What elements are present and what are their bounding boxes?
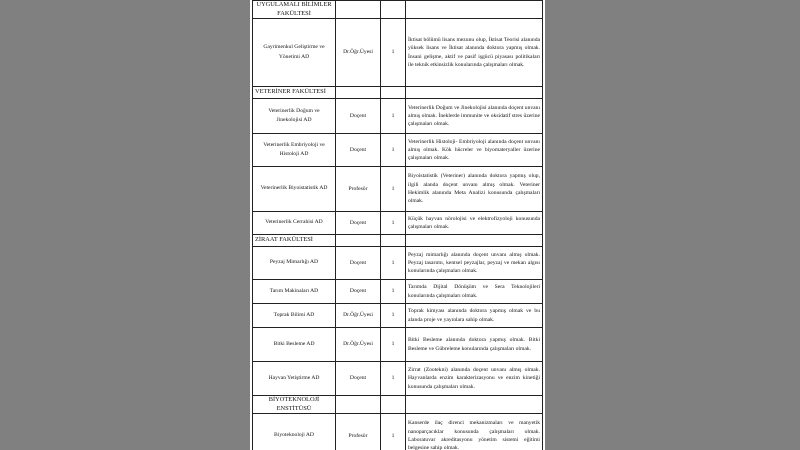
academic-title: Doçent (336, 280, 381, 304)
academic-title: Doçent (336, 362, 381, 396)
requirements: Biyoistatistik (Veteriner) alanında doktora yapmış olup, ilgili alanda doçent unvanı almış olmak. Veteriner Hekimlik alanında Meta Analizi konusunda çalışmaları olmak. (406, 167, 543, 212)
department-name: Veterinerlik Biyoistatistik AD (253, 167, 336, 212)
position-count: 1 (381, 134, 406, 167)
faculty-name: ZİRAAT FAKÜLTESİ (253, 235, 336, 247)
position-count: 1 (381, 328, 406, 362)
department-name: Tarım Makinaları AD (253, 280, 336, 304)
department-name: Bitki Besleme AD (253, 328, 336, 362)
table-row (253, 414, 543, 450)
table-row (253, 99, 543, 134)
faculty-header-row (253, 235, 543, 247)
academic-title: Profesör (336, 167, 381, 212)
table-row (253, 212, 543, 235)
requirements: Tarımda Dijital Dönüşüm ve Sera Teknolojileri konularında çalışmaları olmak. (406, 280, 543, 304)
department-name: Veterinerlik Cerrahisi AD (253, 212, 336, 235)
position-count: 1 (381, 212, 406, 235)
faculty-name: UYGULAMALI BİLİMLER FAKÜLTESİ (253, 1, 336, 19)
position-count: 1 (381, 280, 406, 304)
academic-title: Dr.Öğr.Üyesi (336, 19, 381, 87)
table-row (253, 167, 543, 212)
table-row (253, 328, 543, 362)
requirements: Küçük hayvan nörolojisi ve elektrofizyoloji konusunda çalışmaları olmak. (406, 212, 543, 235)
department-name: Veterinerlik Doğum ve Jinekolojisi AD (253, 99, 336, 134)
position-count: 1 (381, 414, 406, 450)
requirements: Peyzaj mimarlığı alanında doçent unvanı almış olmak. Peyzaj tasarımı, kentsel peyzajlar, peyzaj ve mekan algısı konularında çalışmaları olmak. (406, 247, 543, 280)
position-count: 1 (381, 19, 406, 87)
faculty-name: BİYOTEKNOLOJİ ENSTİTÜSÜ (253, 396, 336, 414)
academic-title: Doçent (336, 134, 381, 167)
requirements: Veterinerlik Doğum ve Jinekolojisi alanında doçent unvanı almış olmak. İneklerde immunite ve oksidatif stres üzerine çalışmaları olmak. (406, 99, 543, 134)
faculty-header-row (253, 396, 543, 414)
requirements: Kanserde ilaç direnci mekanizmaları ve manyetik nanoparçacıklar konusunda çalışmaları olmak. Laboratuvar akreditasyonu yönetim sistemi eğitimi belgesine sahip olmak. (406, 414, 543, 450)
faculty-name: VETERİNER FAKÜLTESİ (253, 87, 336, 99)
department-name: Toprak Bilimi AD (253, 304, 336, 328)
academic-title: Doçent (336, 212, 381, 235)
requirements: Bitki Besleme alanında doktora yapmış olmak. Bitki Besleme ve Gübreleme konularında çalışmaları olmak. (406, 328, 543, 362)
academic-title: Dr.Öğr.Üyesi (336, 328, 381, 362)
department-name: Gayrimenkul Geliştirme ve Yönetimi AD (253, 19, 336, 87)
requirements: İktisat bölümü lisans mezunu olup, İktisat Teorisi alanında yüksek lisans ve İktisat alanında doktora yapmış olmak. İnsani gelişme, aktif ve pasif işgücü piyasası politikaları ile teknik etkinsizlik konularında çalışmaları olmak. (406, 19, 543, 87)
department-name: Peyzaj Mimarlığı AD (253, 247, 336, 280)
document-page (250, 0, 545, 450)
academic-title: Dr.Öğr.Üyesi (336, 304, 381, 328)
academic-title: Profesör (336, 414, 381, 450)
table-row (253, 247, 543, 280)
position-count: 1 (381, 167, 406, 212)
requirements: Toprak kimyası alanında doktora yapmış olmak ve bu alanda proje ve yayınlara sahip olmak. (406, 304, 543, 328)
table-row (253, 280, 543, 304)
requirements: Zirrat (Zootekni) alanında doçent unvanı almış olmak. Hayvanlarda enzim karakterizasyonu ve enzim kinetiği konusunda çalışmaları olmak. (406, 362, 543, 396)
table-row (253, 134, 543, 167)
academic-title: Doçent (336, 99, 381, 134)
faculty-header-row (253, 1, 543, 19)
table-row (253, 304, 543, 328)
department-name: Veterinerlik Embriyoloji ve Histoloji AD (253, 134, 336, 167)
department-name: Biyoteknoloji AD (253, 414, 336, 450)
requirements: Veterinerlik Histoloji- Embriyoloji alanında doçent unvanı almış olmak. Kök hücreler ve biyomateryaller üzerine çalışmaları olmak. (406, 134, 543, 167)
position-count: 1 (381, 247, 406, 280)
table-row (253, 362, 543, 396)
position-count: 1 (381, 99, 406, 134)
academic-title: Doçent (336, 247, 381, 280)
table-row (253, 19, 543, 87)
position-count: 1 (381, 304, 406, 328)
positions-table (252, 0, 543, 450)
faculty-header-row (253, 87, 543, 99)
department-name: Hayvan Yetiştirme AD (253, 362, 336, 396)
position-count: 1 (381, 362, 406, 396)
